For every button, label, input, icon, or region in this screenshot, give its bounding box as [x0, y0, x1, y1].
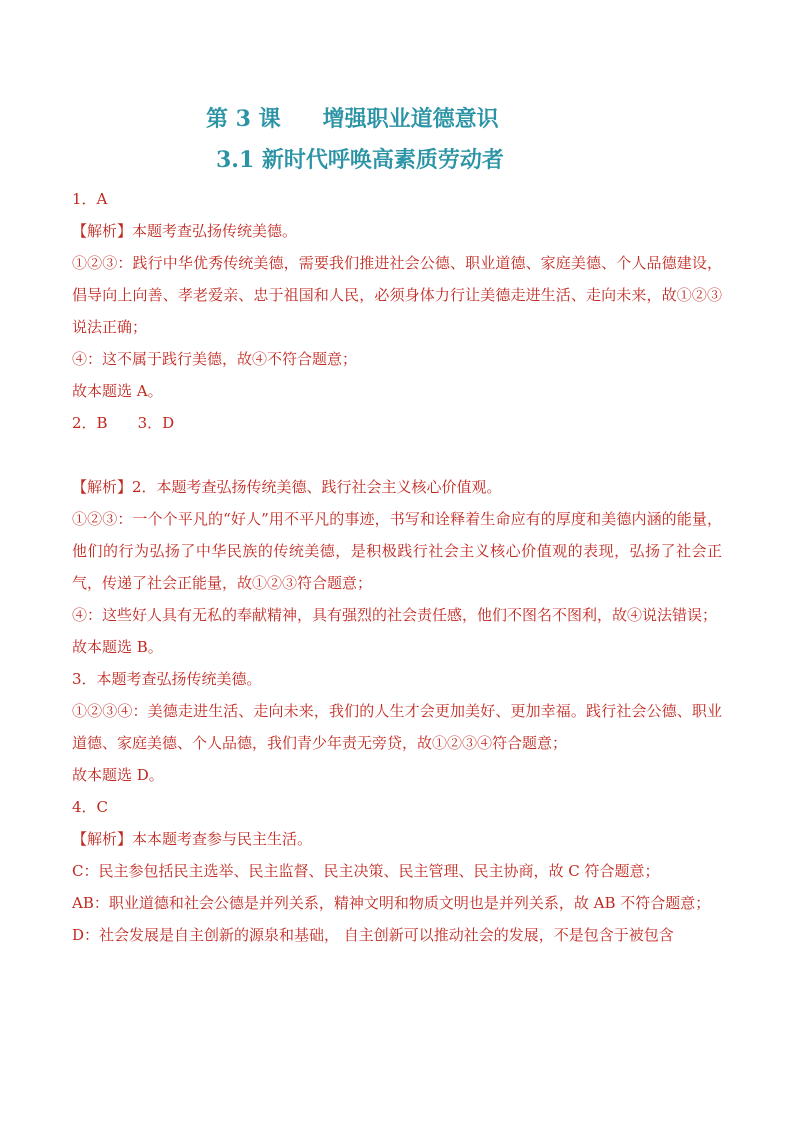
conclusion-1: 故本题选 A。 [72, 382, 163, 400]
analysis-4-option-d: D：社会发展是自主创新的源泉和基础， 自主创新可以推动社会的发展，不是包含于被包含 [72, 926, 674, 944]
analysis-3-option-1234: ①②③④：美德走进生活、走向未来，我们的人生才会更加美好、更加幸福。践行社会公德、职业道德、家庭美德、个人品德，我们青少年责无旁贷，故①②③④符合题意； [72, 702, 722, 752]
answer-1: 1．A [72, 190, 108, 208]
analysis-2-option-123: ①②③：一个个平凡的“好人”用不平凡的事迹，书写和诠释着生命应有的厚度和美德内涵的能量，他们的行为弘扬了中华民族的传统美德，是积极践行社会主义核心价值观的表现，弘扬了社会正气，传递了社会正能量，故①②③符合题意； [72, 510, 722, 592]
lesson-title [0, 102, 794, 133]
lesson-name: 增强职业道德意识 [322, 106, 499, 132]
answer-content [72, 183, 722, 951]
analysis-2-option-4: ④：这些好人具有无私的奉献精神，具有强烈的社会责任感，他们不图名不图利，故④说法错误； [72, 606, 718, 624]
lesson-number: 第 3 课 [206, 106, 281, 132]
analysis-4-option-ab: AB：职业道德和社会公德是并列关系，精神文明和物质文明也是并列关系，故 AB 不符合题意； [72, 894, 711, 912]
answer-2-3: 2．B 3．D [72, 414, 175, 432]
analysis-3: 3．本题考查弘扬传统美德。 [72, 670, 262, 688]
analysis-1-option-123: ①②③：践行中华优秀传统美德，需要我们推进社会公德、职业道德、家庭美德、个人品德建设，倡导向上向善、孝老爱亲、忠于祖国和人民，必须身体力行让美德走进生活、走向未来，故①②③说法正确； [72, 254, 722, 336]
section-title: 3.1 新时代呼唤高素质劳动者 [216, 147, 504, 173]
analysis-4-option-c: C：民主参包括民主选举、民主监督、民主决策、民主管理、民主协商，故 C 符合题意； [72, 862, 660, 880]
analysis-4: 【解析】本本题考查参与民主生活。 [72, 830, 313, 848]
analysis-1: 【解析】本题考查弘扬传统美德。 [72, 222, 298, 240]
blank-line [72, 439, 722, 471]
analysis-2: 【解析】2．本题考查弘扬传统美德、践行社会主义核心价值观。 [72, 478, 502, 496]
answer-4: 4．C [72, 798, 109, 816]
analysis-1-option-4: ④：这不属于践行美德，故④不符合题意； [72, 350, 358, 368]
conclusion-3: 故本题选 D。 [72, 766, 164, 784]
conclusion-2: 故本题选 B。 [72, 638, 163, 656]
